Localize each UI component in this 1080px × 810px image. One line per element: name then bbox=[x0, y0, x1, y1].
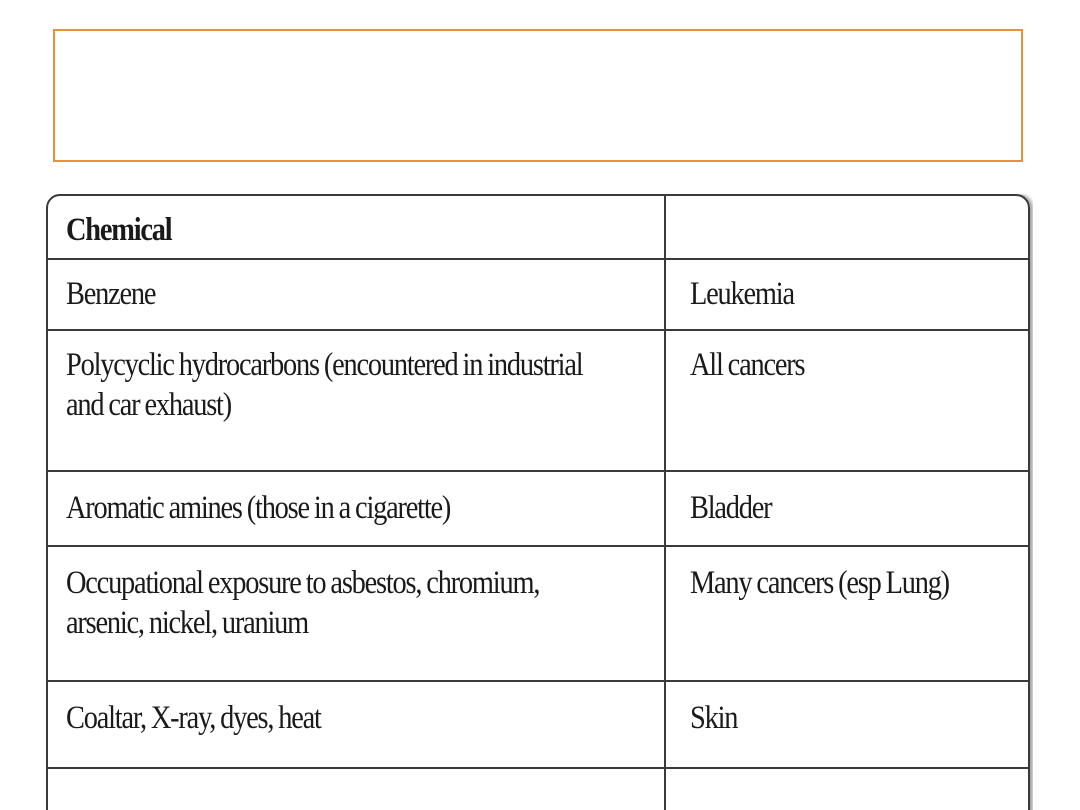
table-header-row bbox=[48, 196, 1028, 259]
table-row bbox=[48, 681, 1028, 768]
chemical-text-line2: arsenic, nickel, uranium bbox=[66, 605, 309, 641]
chemical-text-line1: Polycyclic hydrocarbons (encountered in industrial bbox=[66, 347, 583, 383]
header-cell-effect bbox=[665, 196, 1028, 259]
cancer-text: All cancers bbox=[690, 347, 805, 383]
header-cell-chemical bbox=[48, 196, 665, 259]
cancer-text: Skin bbox=[690, 700, 738, 736]
chemical-text-line1: Occupational exposure to asbestos, chromium, bbox=[66, 565, 540, 601]
table-row bbox=[48, 471, 1028, 546]
chemical-cell bbox=[48, 471, 665, 546]
table-wrap bbox=[46, 194, 1033, 810]
chemical-cell bbox=[48, 681, 665, 768]
header-label-chemical: Chemical bbox=[66, 212, 172, 248]
carcinogen-table bbox=[48, 196, 1028, 810]
cancer-text: Many cancers (esp Lung) bbox=[690, 565, 949, 601]
table-row bbox=[48, 259, 1028, 330]
cancer-text: Leukemia bbox=[690, 276, 794, 312]
chemical-text: Benzene bbox=[66, 276, 156, 312]
cancer-cell bbox=[665, 471, 1028, 546]
table-row bbox=[48, 330, 1028, 471]
carcinogen-table-frame bbox=[46, 194, 1030, 810]
empty-cell bbox=[48, 768, 665, 810]
title-box bbox=[53, 29, 1023, 162]
chemical-text-line2: and car exhaust) bbox=[66, 387, 231, 423]
cancer-cell bbox=[665, 546, 1028, 681]
cancer-text: Bladder bbox=[690, 490, 772, 526]
cancer-cell bbox=[665, 330, 1028, 471]
chemical-text: Coaltar, X-ray, dyes, heat bbox=[66, 700, 321, 736]
chemical-text: Aromatic amines (those in a cigarette) bbox=[66, 490, 451, 526]
table-row-cutoff bbox=[48, 768, 1028, 810]
cancer-cell bbox=[665, 681, 1028, 768]
empty-cell bbox=[665, 768, 1028, 810]
table-row bbox=[48, 546, 1028, 681]
cancer-cell bbox=[665, 259, 1028, 330]
chemical-cell bbox=[48, 546, 665, 681]
chemical-cell bbox=[48, 259, 665, 330]
chemical-cell bbox=[48, 330, 665, 471]
